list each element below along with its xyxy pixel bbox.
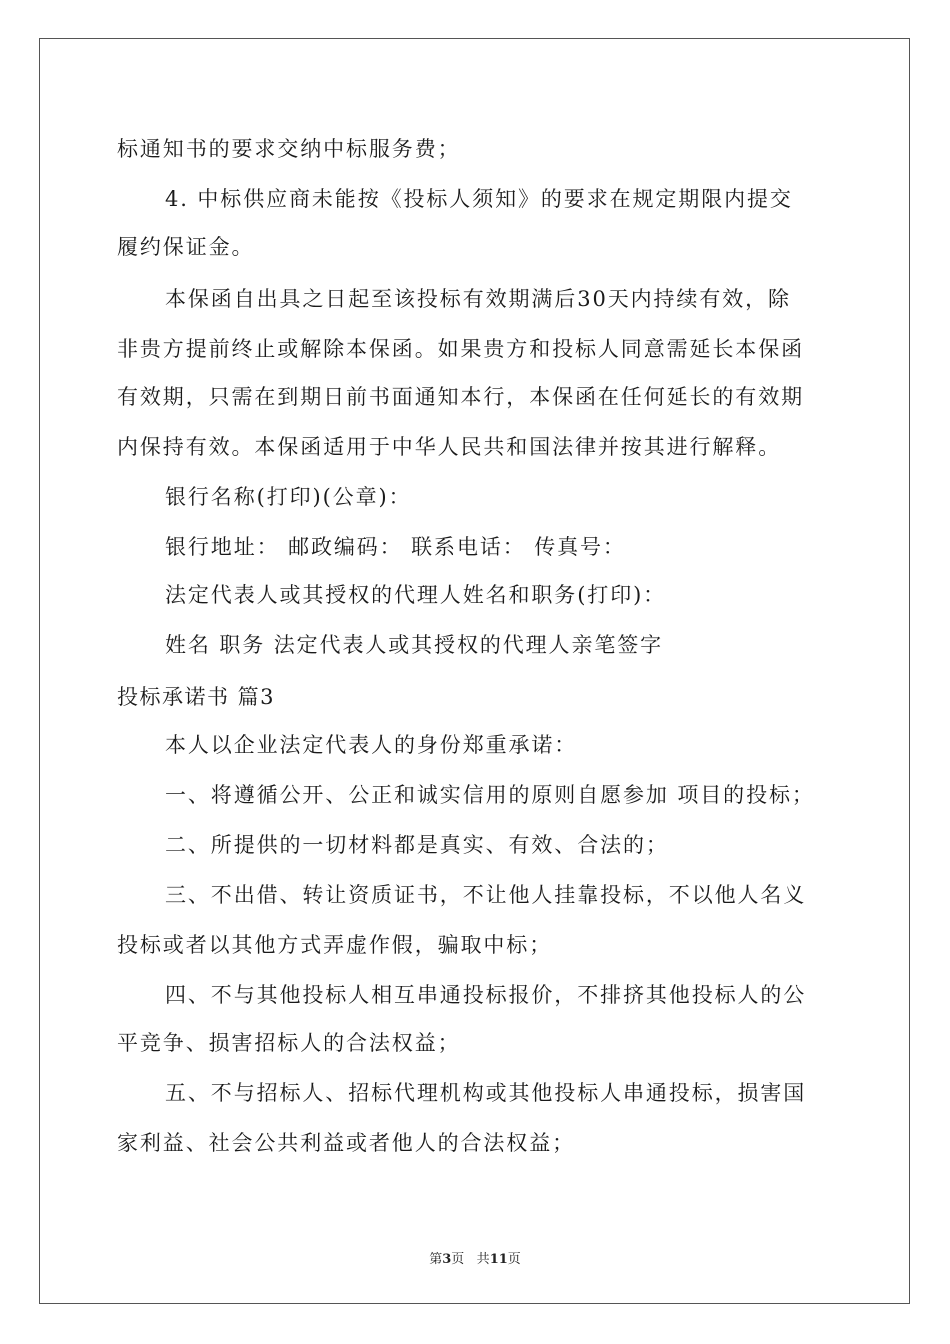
paragraph-line: 内保持有效。本保函适用于中华人民共和国法律并按其进行解释。: [117, 435, 782, 459]
paragraph-line: 法定代表人或其授权的代理人姓名和职务(打印)：: [165, 583, 667, 607]
paragraph-line: 标通知书的要求交纳中标服务费；: [117, 137, 461, 161]
paragraph-line: 四、不与其他投标人相互串通投标报价，不排挤其他投标人的公: [165, 983, 807, 1007]
footer-page-suffix: 页: [451, 1252, 465, 1267]
paragraph-line: 平竞争、损害招标人的合法权益；: [117, 1031, 461, 1055]
paragraph-line: 一、将遵循公开、公正和诚实信用的原则自愿参加 项目的投标；: [165, 783, 815, 807]
paragraph-line: 三、不出借、转让资质证书，不让他人挂靠投标，不以他人名义: [165, 883, 807, 907]
paragraph-line: 银行地址： 邮政编码： 联系电话： 传真号：: [165, 535, 626, 559]
footer-total-suffix: 页: [507, 1252, 521, 1267]
paragraph-line: 姓名 职务 法定代表人或其授权的代理人亲笔签字: [165, 633, 664, 657]
paragraph-line: 本人以企业法定代表人的身份郑重承诺：: [165, 733, 578, 757]
paragraph-line: 家利益、社会公共利益或者他人的合法权益；: [117, 1131, 575, 1155]
paragraph-line: 二、所提供的一切材料都是真实、有效、合法的；: [165, 833, 669, 857]
page-frame: [39, 38, 910, 1304]
paragraph-line: 非贵方提前终止或解除本保函。如果贵方和投标人同意需延长本保函: [117, 337, 804, 361]
paragraph-line: 有效期，只需在到期日前书面通知本行，本保函在任何延长的有效期: [117, 385, 804, 409]
footer-total-prefix: 共: [476, 1252, 490, 1267]
total-page-number: 11: [489, 1252, 508, 1267]
footer-prefix: 第: [429, 1252, 443, 1267]
paragraph-line: 投标或者以其他方式弄虚作假，骗取中标；: [117, 933, 553, 957]
paragraph-line: 银行名称(打印)(公章)：: [165, 485, 412, 509]
paragraph-line: 五、不与招标人、招标代理机构或其他投标人串通投标，损害国: [165, 1081, 807, 1105]
paragraph-line: 履约保证金。: [117, 235, 255, 259]
paragraph-line: 本保函自出具之日起至该投标有效期满后30天内持续有效，除: [165, 287, 791, 311]
paragraph-line: 4. 中标供应商未能按《投标人须知》的要求在规定期限内提交: [165, 187, 793, 211]
page-footer: [0, 1248, 950, 1267]
section-title: 投标承诺书 篇3: [117, 685, 276, 709]
current-page-number: 3: [442, 1252, 452, 1267]
